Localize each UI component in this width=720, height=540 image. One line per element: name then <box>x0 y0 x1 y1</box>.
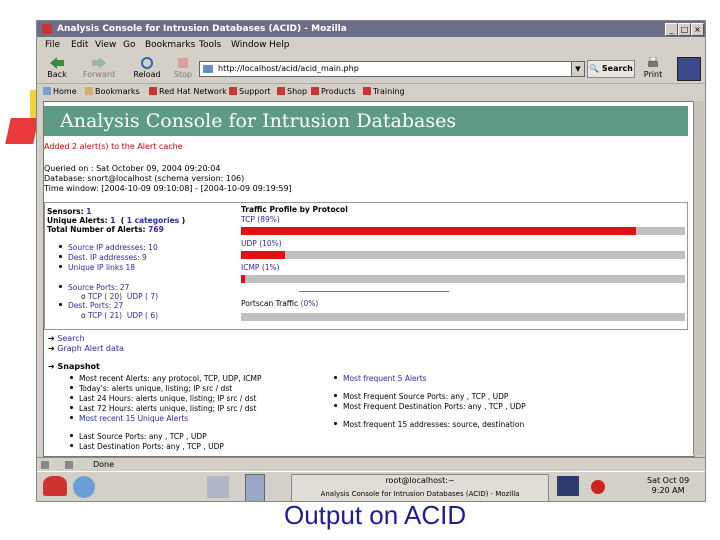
snapshot-title: ➔ Snapshot <box>48 362 100 371</box>
url-dropdown-button[interactable]: ▼ <box>571 61 585 77</box>
udp-label[interactable]: UDP (10%) <box>241 239 282 248</box>
slide-decoration-red <box>5 118 39 144</box>
snapshot-item-72h[interactable]: Last 72 Hours: alerts unique, listing; IP src / dst <box>70 404 256 413</box>
source-ports-proto-line: o TCP ( 20) UDP ( 7) <box>81 292 159 301</box>
taskbar-items <box>291 474 549 502</box>
update-alert-icon[interactable] <box>591 480 605 494</box>
dest-ip-link[interactable]: Dest. IP addresses: <box>68 253 140 262</box>
snapshot-item-today[interactable]: Today's: alerts unique, listing; IP src / dst <box>70 384 232 393</box>
reload-button[interactable]: Reload <box>129 55 165 83</box>
back-arrow-icon <box>50 57 64 69</box>
terminal-launcher-icon[interactable] <box>557 476 579 496</box>
search-icon: 🔍 <box>589 64 600 73</box>
acid-title: Analysis Console for Intrusion Databases <box>60 110 457 132</box>
snapshot-item-unique15[interactable]: Most recent 15 Unique Alerts <box>70 414 188 423</box>
udp-bar <box>241 251 685 259</box>
printer-icon <box>646 57 660 69</box>
snapshot-item-last-dst-ports[interactable]: Last Destination Ports: any , TCP , UDP <box>70 442 224 451</box>
menu-go[interactable]: Go <box>123 40 136 50</box>
print-button[interactable]: Print <box>635 55 671 83</box>
dest-udp-link[interactable]: UDP <box>126 311 143 320</box>
snapshot-item-recent[interactable]: Most recent Alerts: any protocol, TCP, UDP, ICMP <box>70 374 262 383</box>
close-button[interactable]: × <box>691 23 704 36</box>
navigation-toolbar <box>37 53 705 83</box>
portscan-label[interactable]: Portscan Traffic (0%) <box>241 299 319 308</box>
icmp-bar-fill <box>241 275 245 283</box>
bookmark-red-hat-network[interactable]: Red Hat Network <box>149 84 227 100</box>
search-link[interactable]: ➔ Search <box>48 334 85 343</box>
minimize-button[interactable]: _ <box>665 23 678 36</box>
redhat-icon <box>149 87 157 95</box>
tcp-bar-fill <box>241 227 636 235</box>
redhat-menu-icon[interactable] <box>43 476 67 496</box>
source-ip-link[interactable]: Source IP addresses: <box>68 243 146 252</box>
vertical-scrollbar[interactable] <box>693 101 704 455</box>
window-titlebar <box>37 21 705 37</box>
url-field[interactable]: http://localhost/acid/acid_main.php <box>199 61 573 77</box>
snapshot-item-freq-dst-ports[interactable]: Most Frequent Destination Ports: any , TCP , UDP <box>334 402 526 411</box>
workspace-switcher[interactable] <box>245 474 265 502</box>
icmp-bar <box>241 275 685 283</box>
menu-bar <box>37 37 705 53</box>
menu-edit[interactable]: Edit <box>71 40 89 50</box>
menu-bookmarks[interactable]: Bookmarks <box>145 40 196 50</box>
mozilla-icon <box>42 24 52 34</box>
traffic-profile <box>239 203 687 329</box>
dest-ports-proto-line: o TCP ( 21) UDP ( 6) <box>81 311 159 320</box>
bookmark-support[interactable]: Support <box>229 84 271 100</box>
udp-bar-fill <box>241 251 285 259</box>
page-icon <box>203 65 213 73</box>
forward-arrow-icon <box>92 57 106 69</box>
printer-launcher-icon[interactable] <box>207 476 229 498</box>
total-alerts-link[interactable]: 769 <box>148 225 164 234</box>
forward-button[interactable]: Forward <box>81 55 117 83</box>
ip-links-link[interactable]: Unique IP links <box>68 263 124 272</box>
arrow-icon: ➔ <box>48 362 55 371</box>
menu-tools[interactable]: Tools <box>199 40 222 50</box>
redhat-icon <box>311 87 319 95</box>
reload-icon <box>140 57 154 69</box>
snapshot-item-last-src-ports[interactable]: Last Source Ports: any , TCP , UDP <box>70 432 207 441</box>
snapshot-item-freq-addresses[interactable]: Most frequent 15 addresses: source, destination <box>334 420 524 429</box>
status-bar <box>37 457 705 472</box>
stop-icon <box>176 57 190 69</box>
total-alerts-line: Total Number of Alerts: 769 <box>47 225 164 234</box>
bookmarks-toolbar <box>37 83 705 100</box>
redhat-icon <box>277 87 285 95</box>
stop-button[interactable]: Stop <box>165 55 201 83</box>
graph-alert-link[interactable]: ➔ Graph Alert data <box>48 344 124 353</box>
home-icon <box>43 87 51 95</box>
alert-cache-message: Added 2 alert(s) to the Alert cache <box>44 142 183 151</box>
bookmark-products[interactable]: Products <box>311 84 356 100</box>
queried-on: Queried on : Sat October 09, 2004 09:20:04 <box>44 164 221 173</box>
desktop-taskbar <box>37 471 705 502</box>
unique-alerts-link[interactable]: 1 <box>110 216 116 225</box>
browser-launcher-icon[interactable] <box>73 476 95 498</box>
dest-ports-line: Dest. Ports: 27 <box>59 301 123 310</box>
categories-link[interactable]: 1 categories <box>126 216 180 225</box>
bookmark-training[interactable]: Training <box>363 84 405 100</box>
snapshot-item-24h[interactable]: Last 24 Hours: alerts unique, listing; IP src / dst <box>70 394 256 403</box>
browser-screenshot <box>36 20 706 502</box>
arrow-icon: ➔ <box>48 334 55 343</box>
task-terminal[interactable]: root@localhost:~ <box>385 476 455 485</box>
arrow-icon: ➔ <box>48 344 55 353</box>
snapshot-item-frequent5[interactable]: Most frequent 5 Alerts <box>334 374 427 383</box>
status-icon <box>65 461 73 469</box>
tcp-label[interactable]: TCP (89%) <box>241 215 280 224</box>
clock: Sat Oct 09 9:20 AM <box>647 476 690 495</box>
time-window: Time window: [2004-10-09 09:10:08] - [2004-10-09 09:19:59] <box>44 184 292 193</box>
unique-alerts-line: Unique Alerts: 1 ( 1 categories ) <box>47 216 186 225</box>
dest-ip-line: Dest. IP addresses: 9 <box>59 253 147 262</box>
ip-links-line: Unique IP links 18 <box>59 263 135 272</box>
menu-window[interactable]: Window <box>231 40 267 50</box>
redhat-icon <box>363 87 371 95</box>
mozilla-logo <box>677 57 701 81</box>
statistics-panel <box>44 202 688 330</box>
bookmark-shop[interactable]: Shop <box>277 84 307 100</box>
task-browser[interactable]: Analysis Console for Intrusion Databases (ACID) - Mozilla <box>320 490 520 498</box>
bookmarks-icon <box>85 87 93 95</box>
source-ip-line: Source IP addresses: 10 <box>59 243 158 252</box>
menu-file[interactable]: File <box>45 40 61 50</box>
summary-stats <box>45 203 237 329</box>
slide-caption: Output on ACID <box>284 500 467 530</box>
dest-tcp-link[interactable]: TCP <box>87 311 102 320</box>
portscan-bar <box>241 313 685 321</box>
search-button[interactable]: 🔍 Search <box>587 60 635 78</box>
separator-line <box>299 291 449 292</box>
bookmark-bookmarks[interactable]: Bookmarks <box>85 84 140 100</box>
redhat-icon <box>229 87 237 95</box>
icmp-label[interactable]: ICMP (1%) <box>241 263 280 272</box>
dest-ports-link[interactable]: Dest. Ports: <box>68 301 112 310</box>
source-tcp-link[interactable]: TCP <box>87 292 102 301</box>
bookmark-home[interactable]: Home <box>43 84 77 100</box>
menu-help[interactable]: Help <box>269 40 290 50</box>
snapshot-item-freq-src-ports[interactable]: Most Frequent Source Ports: any , TCP , UDP <box>334 392 508 401</box>
status-icon <box>41 461 49 469</box>
sensors-line: Sensors: 1 <box>47 207 92 216</box>
page-content <box>43 101 695 457</box>
source-ports-line: Source Ports: 27 <box>59 283 129 292</box>
acid-banner <box>44 106 688 136</box>
menu-view[interactable]: View <box>95 40 117 50</box>
back-button[interactable]: Back <box>39 55 75 83</box>
status-text: Done <box>93 460 115 469</box>
database-info: Database: snort@localhost (schema version: 106) <box>44 174 245 183</box>
window-title: Analysis Console for Intrusion Databases (ACID) - Mozilla <box>57 24 347 34</box>
sensors-link[interactable]: 1 <box>86 207 92 216</box>
maximize-button[interactable]: □ <box>678 23 691 36</box>
tcp-bar <box>241 227 685 235</box>
source-ports-link[interactable]: Source Ports: <box>68 283 118 292</box>
source-udp-link[interactable]: UDP <box>126 292 143 301</box>
traffic-profile-title: Traffic Profile by Protocol <box>241 205 348 214</box>
